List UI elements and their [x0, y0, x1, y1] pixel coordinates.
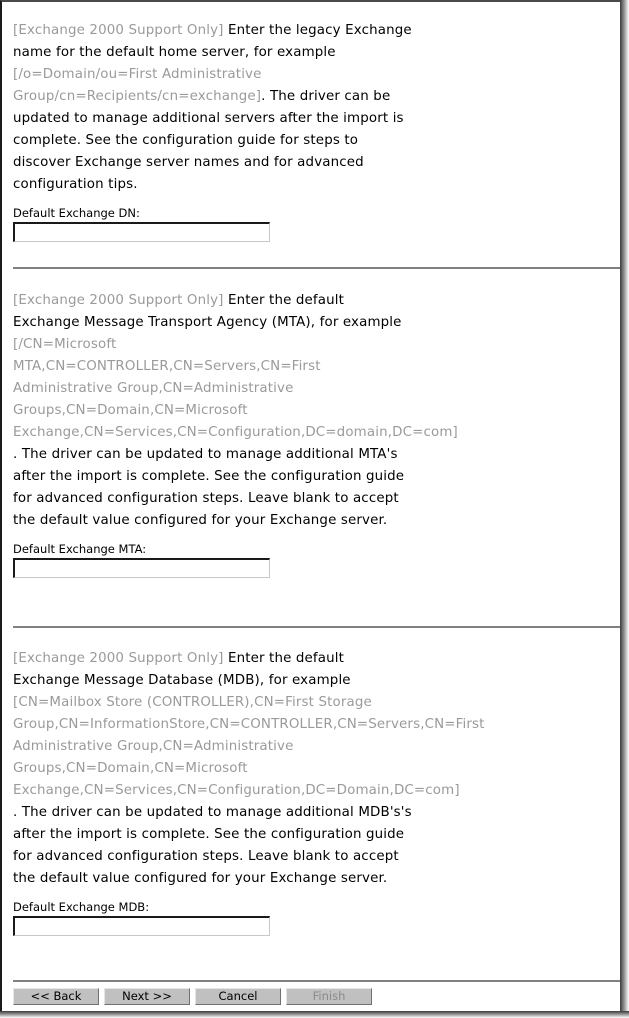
section-divider — [13, 267, 620, 269]
exchange-mta-description: [Exchange 2000 Support Only] Enter the default Exchange Message Transport Agency (MTA), for example [/CN=Microsoft MTA,CN=CONTROLLER,CN=Servers,CN=First Administrative Group,CN=Administrative Groups,CN=Domain,CN=Microsoft Exchange,CN=Services,CN=Configuration,DC=domain,DC=com]. The driver can be updated to manage additional MTA's after the import is complete. See the configuration guide for advanced configuration steps. Leave blank to accept the default value configured for your Exchange server. — [13, 293, 458, 528]
window-shadow-right — [620, 0, 629, 1018]
section-divider — [13, 626, 620, 628]
example-dn: [/o=Domain/ou=First Administrative Group/cn=Recipients/cn=exchange] — [13, 67, 262, 104]
cancel-button[interactable]: Cancel — [195, 988, 281, 1005]
exchange-mdb-section — [13, 648, 613, 936]
example-mta-line: Exchange,CN=Services,CN=Configuration,DC=domain,DC=com] — [13, 425, 458, 440]
exchange-mta-section — [13, 290, 613, 578]
example-mdb-line: Administrative Group,CN=Administrative — [13, 739, 294, 754]
exchange-dn-description: [Exchange 2000 Support Only] Enter the legacy Exchange name for the default home server, for example [/o=Domain/ou=First Administrative Group/cn=Recipients/cn=exchange]. The driver can be updated to manage additional servers after the import is complete. See the configuration guide for steps to discover Exchange server names and for advanced configuration tips. — [13, 23, 412, 192]
button-bar-divider — [13, 980, 620, 982]
wizard-button-bar — [13, 988, 372, 1005]
exchange-dn-input[interactable] — [13, 222, 270, 242]
example-mdb-line: [CN=Mailbox Store (CONTROLLER),CN=First Storage — [13, 695, 372, 710]
exchange-mdb-input[interactable] — [13, 916, 270, 936]
back-button[interactable]: << Back — [13, 988, 99, 1005]
exchange-mta-input[interactable] — [13, 558, 270, 578]
exchange-mta-label: Default Exchange MTA: — [13, 542, 147, 556]
window-shadow-bottom — [0, 1011, 629, 1018]
next-button[interactable]: Next >> — [104, 988, 190, 1005]
exchange-dn-label: Default Exchange DN: — [13, 206, 140, 220]
example-mta-line: Administrative Group,CN=Administrative — [13, 381, 294, 396]
support-tag: [Exchange 2000 Support Only] — [13, 651, 224, 666]
support-tag: [Exchange 2000 Support Only] — [13, 293, 224, 308]
exchange-dn-section — [13, 20, 613, 242]
example-mta-line: MTA,CN=CONTROLLER,CN=Servers,CN=First — [13, 359, 321, 374]
exchange-mdb-description: [Exchange 2000 Support Only] Enter the default Exchange Message Database (MDB), for example [CN=Mailbox Store (CONTROLLER),CN=First Storage Group,CN=InformationStore,CN=CONTROLLER,CN=Servers,CN=First Administrative Group,CN=Administrative Groups,CN=Domain,CN=Microsoft Exchange,CN=Services,CN=Configuration,DC=Domain,DC=com]. The driver can be updated to manage additional MDB's's after the import is complete. See the configuration guide for advanced configuration steps. Leave blank to accept the default value configured for your Exchange server. — [13, 651, 485, 886]
support-tag: [Exchange 2000 Support Only] — [13, 23, 224, 38]
example-mdb-line: Groups,CN=Domain,CN=Microsoft — [13, 761, 248, 776]
example-mdb-line: Group,CN=InformationStore,CN=CONTROLLER,CN=Servers,CN=First — [13, 717, 485, 732]
example-mdb-line: Exchange,CN=Services,CN=Configuration,DC=Domain,DC=com] — [13, 783, 460, 798]
finish-button[interactable]: Finish — [286, 988, 372, 1005]
exchange-mdb-label: Default Exchange MDB: — [13, 900, 150, 914]
example-mta-line: Groups,CN=Domain,CN=Microsoft — [13, 403, 248, 418]
example-mta-line: [/CN=Microsoft — [13, 337, 117, 352]
